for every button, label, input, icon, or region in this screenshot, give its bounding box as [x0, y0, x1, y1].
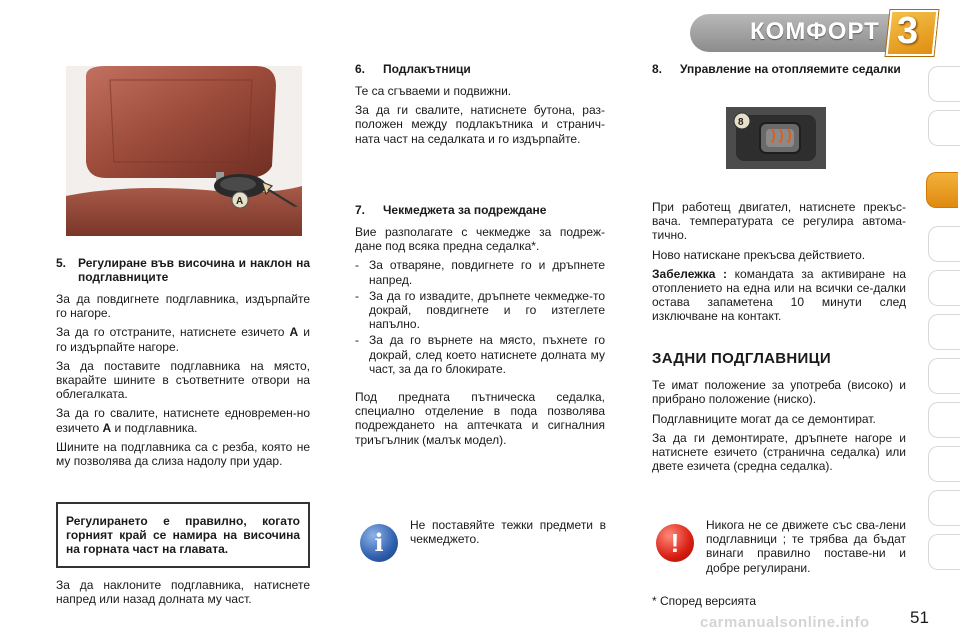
- section-6-p1: Те са сгъваеми и подвижни.: [355, 84, 512, 98]
- list-item: - За да го върнете на място, пъхнете го докрай, след което натиснете долната му част, за да го блокирате.: [355, 333, 605, 376]
- chapter-tab-3-active[interactable]: [926, 172, 958, 208]
- section-8-body: [652, 200, 906, 329]
- section-6: [355, 62, 605, 151]
- marker-8: 8: [738, 117, 744, 128]
- rear-p1: Те имат положение за употреба (високо) и прибрано положение (ниско).: [652, 378, 906, 407]
- chapter-tab-7[interactable]: [928, 358, 960, 394]
- section-8-heading: [652, 62, 906, 76]
- section-6-number: 6.: [355, 62, 366, 76]
- page-number: 51: [910, 608, 929, 627]
- section-5-p5: Шините на подглавника са с резба, която не му позволява да слиза надолу при удар.: [56, 439, 310, 469]
- chapter-tab-10[interactable]: [928, 490, 960, 526]
- section-5-p3: За да поставите подглавника на място, вкарайте шините в съответните отвори на облегалката.: [56, 358, 310, 402]
- footnote: * Според версията: [652, 594, 757, 608]
- chapter-tab-9[interactable]: [928, 446, 960, 482]
- section-5-title: Регулиране във височина и наклон на подглавниците: [78, 256, 310, 284]
- section-6-title: Подлакътници: [383, 62, 471, 76]
- rear-warning-note: Никога не се движете със сва-лени подглавници ; те трябва да бъдат винаги правилно поставе-ни и добре регулирани.: [706, 518, 906, 575]
- section-7-p2: Под предната пътническа седалка, специално отделение в пода позволява подреждането на аптечката и сигналния триъгълник (малък модел).: [355, 390, 605, 447]
- section-8-note: Забележка : командата за активиране на отоплението на една или на всички се-далки остава запаметена 10 минути след изключване на контакт.: [652, 266, 907, 324]
- list-item: - За отваряне, повдигнете го и дръпнете напред.: [355, 258, 605, 287]
- marker-a: A: [236, 196, 244, 207]
- column-left: [56, 256, 310, 473]
- rear-p3: За да ги демонтирате, дръпнете нагоре и натиснете езичето (странична седалка) или двете езичета (средна седалка).: [652, 430, 906, 474]
- info-icon: i: [360, 524, 398, 562]
- section-7: [355, 203, 605, 452]
- rear-headrests: [652, 352, 906, 478]
- chapter-tab-11[interactable]: [928, 534, 960, 570]
- chapter-number: 3: [897, 10, 919, 52]
- rear-headrests-title: ЗАДНИ ПОДГЛАВНИЦИ: [652, 350, 831, 367]
- section-8-p1: При работещ двигател, натиснете прекъс-вача. температурата се регулира автома-тично.: [652, 200, 906, 243]
- list-item: - За да го извадите, дръпнете чекмедже-то докрай, повдигнете и го изтеглете напълно.: [355, 288, 605, 332]
- section-8-heading-block: [652, 62, 906, 76]
- section-5-p2: За да го отстраните, натиснете езичето A и го издърпайте нагоре.: [56, 325, 310, 354]
- heated-seat-switch-photo: [726, 107, 826, 169]
- watermark: carmanualsonline.info: [700, 614, 870, 631]
- headrest-photo: [66, 66, 302, 236]
- chapter-tab-4[interactable]: [928, 226, 960, 262]
- section-8-p2: Ново натискане прекъсва действието.: [652, 247, 866, 262]
- page-title: КОМФОРТ: [750, 18, 880, 45]
- section-7-heading: [355, 203, 605, 217]
- section-6-p2: За да ги свалите, натиснете бутона, раз-положен между подлакътника и странич-ната част на седалката и го издърпайте.: [355, 103, 605, 146]
- section-7-title: Чекмеджета за подреждане: [383, 203, 547, 217]
- drawer-info-note: Не поставяйте тежки предмети в чекмеджето.: [410, 518, 606, 547]
- section-5-p4: За да го свалите, натиснете едновремен-но езичето A и подглавника.: [56, 406, 310, 435]
- section-5-number: 5.: [56, 256, 67, 270]
- section-7-number: 7.: [355, 203, 366, 217]
- chapter-tab-8[interactable]: [928, 402, 960, 438]
- warning-icon: !: [656, 524, 694, 562]
- section-8-title: Управление на отопляемите седалки: [680, 62, 901, 76]
- adjustment-note-box: Регулирането е правилно, когато горният край се намира на височина на горната част на главата.: [56, 502, 310, 568]
- section-8-number: 8.: [652, 62, 663, 76]
- chapter-tab-6[interactable]: [928, 314, 960, 350]
- section-6-heading: [355, 62, 605, 76]
- chapter-tab-2[interactable]: [928, 110, 960, 146]
- chapter-tab-5[interactable]: [928, 270, 960, 306]
- rear-p2: Подглавниците могат да се демонтират.: [652, 411, 876, 426]
- chapter-tab-1[interactable]: [928, 66, 960, 102]
- section-5-p1: За да повдигнете подглавника, издърпайте го нагоре.: [56, 292, 310, 321]
- section-5-p6: За да наклоните подглавника, натиснете напред или назад долната му част.: [56, 578, 310, 607]
- section-5-heading: [56, 256, 310, 284]
- section-7-p1: Вие разполагате с чекмедже за подреж-дане под всяка предна седалка*.: [355, 225, 605, 254]
